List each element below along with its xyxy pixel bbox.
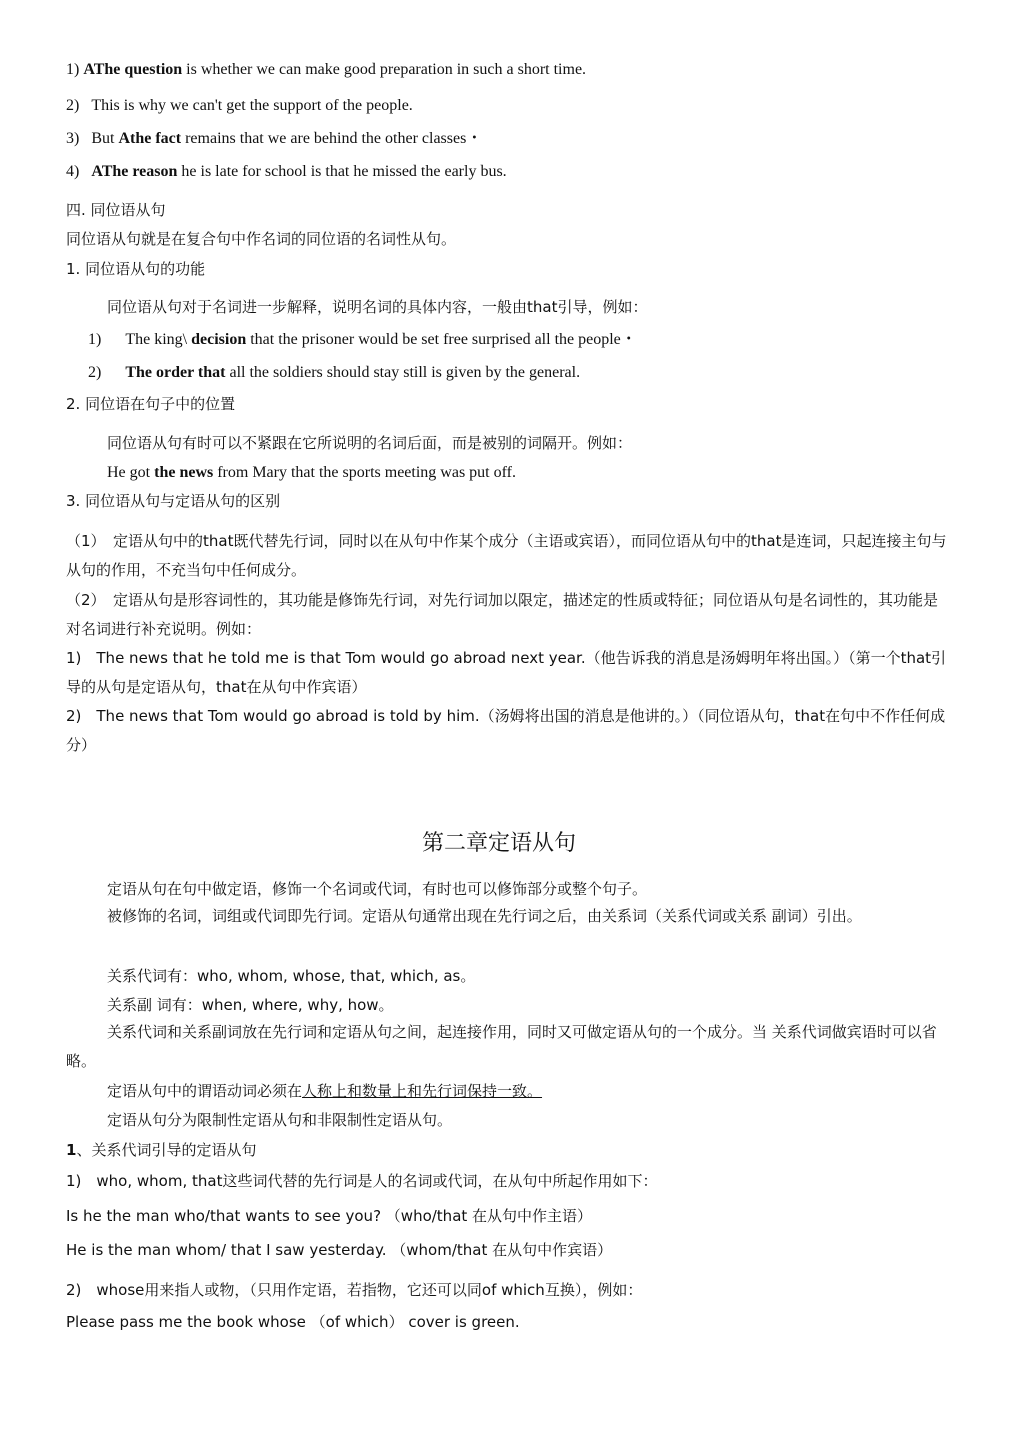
chapter-paragraph-2: 被修饰的名词，词组或代词即先行词。定语从句通常出现在先行词之后，由关系词（关系代词或关系 副词）引出。 [107,907,862,925]
example-2: 2) The order that all the soldiers should stay still is given by the general. [88,364,581,381]
chapter-title: 第二章定语从句 [422,831,577,856]
difference-1: （1） 定语从句中的that既代替先行词，同时以在从句中作某个成分（主语或宾语），而同位语从句中的that是连词，只起连接主句与从句的作用，不充当句中任何成分。 [66,532,947,579]
sentence-3: 3) But Athe fact remains that we are behind the other classes・ [66,130,483,147]
chapter-paragraph-6: 定语从句中的谓语动词必须在人称上和数量上和先行词保持一致。 [107,1082,543,1100]
section-intro: 同位语从句就是在复合句中作名词的同位语的名词性从句。 [66,230,457,248]
whose-usage: 2) whose用来指人或物，（只用作定语，若指物，它还可以同of which互换），例如： [66,1281,643,1299]
sentence-2: 2) This is why we can't get the support of the people. [66,97,413,114]
chapter-paragraph-5: 关系代词和关系副词放在先行词和定语从句之间，起连接作用，同时又可做定语从句的一个成分。当 关系代词做宾语时可以省略。 [66,1023,937,1070]
subheading-relative-pronoun: 1、关系代词引导的定语从句 [66,1141,257,1159]
paragraph-position: 同位语从句有时可以不紧跟在它所说明的名词后面，而是被别的词隔开。例如： [107,434,633,452]
who-whom-that: 1) who, whom, that这些词代替的先行词是人的名词或代词，在从句中所起作用如下： [66,1172,658,1190]
relative-pronouns: 关系代词有：who, whom, whose, that, which, as。 [107,967,476,985]
example-whose: Please pass me the book whose （of which） cover is green. [66,1313,520,1331]
paragraph-function: 同位语从句对于名词进一步解释，说明名词的具体内容，一般由that引导，例如： [107,298,648,316]
subheading-difference: 3. 同位语从句与定语从句的区别 [66,492,281,510]
section-heading: 四. 同位语从句 [66,201,166,219]
chapter-paragraph-7: 定语从句分为限制性定语从句和非限制性定语从句。 [107,1111,453,1129]
sentence-4: 4) AThe reason he is late for school is that he missed the early bus. [66,163,507,180]
comparison-1: 1) The news that he told me is that Tom would go abroad next year.（他告诉我的消息是汤姆明年将出国。）（第一个that引导的从句是定语从句，that在从句中作宾语） [66,649,947,696]
subheading-position: 2. 同位语在句子中的位置 [66,395,236,413]
chapter-paragraph-1: 定语从句在句中做定语，修饰一个名词或代词，有时也可以修饰部分或整个句子。 [107,880,648,898]
underlined-rule: 人称上和数量上和先行词保持一致。 [302,1082,543,1100]
example-object: He is the man whom/ that I saw yesterday. （whom/that 在从句中作宾语） [66,1241,613,1259]
comparison-2: 2) The news that Tom would go abroad is told by him.（汤姆将出国的消息是他讲的。）（同位语从句，that在句中不作任何成分） [66,707,946,754]
example-subject: Is he the man who/that wants to see you? （who/that 在从句中作主语） [66,1207,593,1225]
sentence-1: 1) AThe question is whether we can make good preparation in such a short time. [66,61,587,78]
example-3: He got the news from Mary that the sports meeting was put off. [107,464,516,481]
subheading-function: 1. 同位语从句的功能 [66,260,206,278]
difference-2: （2） 定语从句是形容词性的，其功能是修饰先行词，对先行词加以限定，描述定的性质或特征；同位语从句是名词性的，其功能是对名词进行补充说明。例如： [66,591,939,638]
example-1: 1) The king\ decision that the prisoner would be set free surprised all the people・ [88,331,637,348]
relative-adverbs: 关系副 词有：when, where, why, how。 [107,996,394,1014]
